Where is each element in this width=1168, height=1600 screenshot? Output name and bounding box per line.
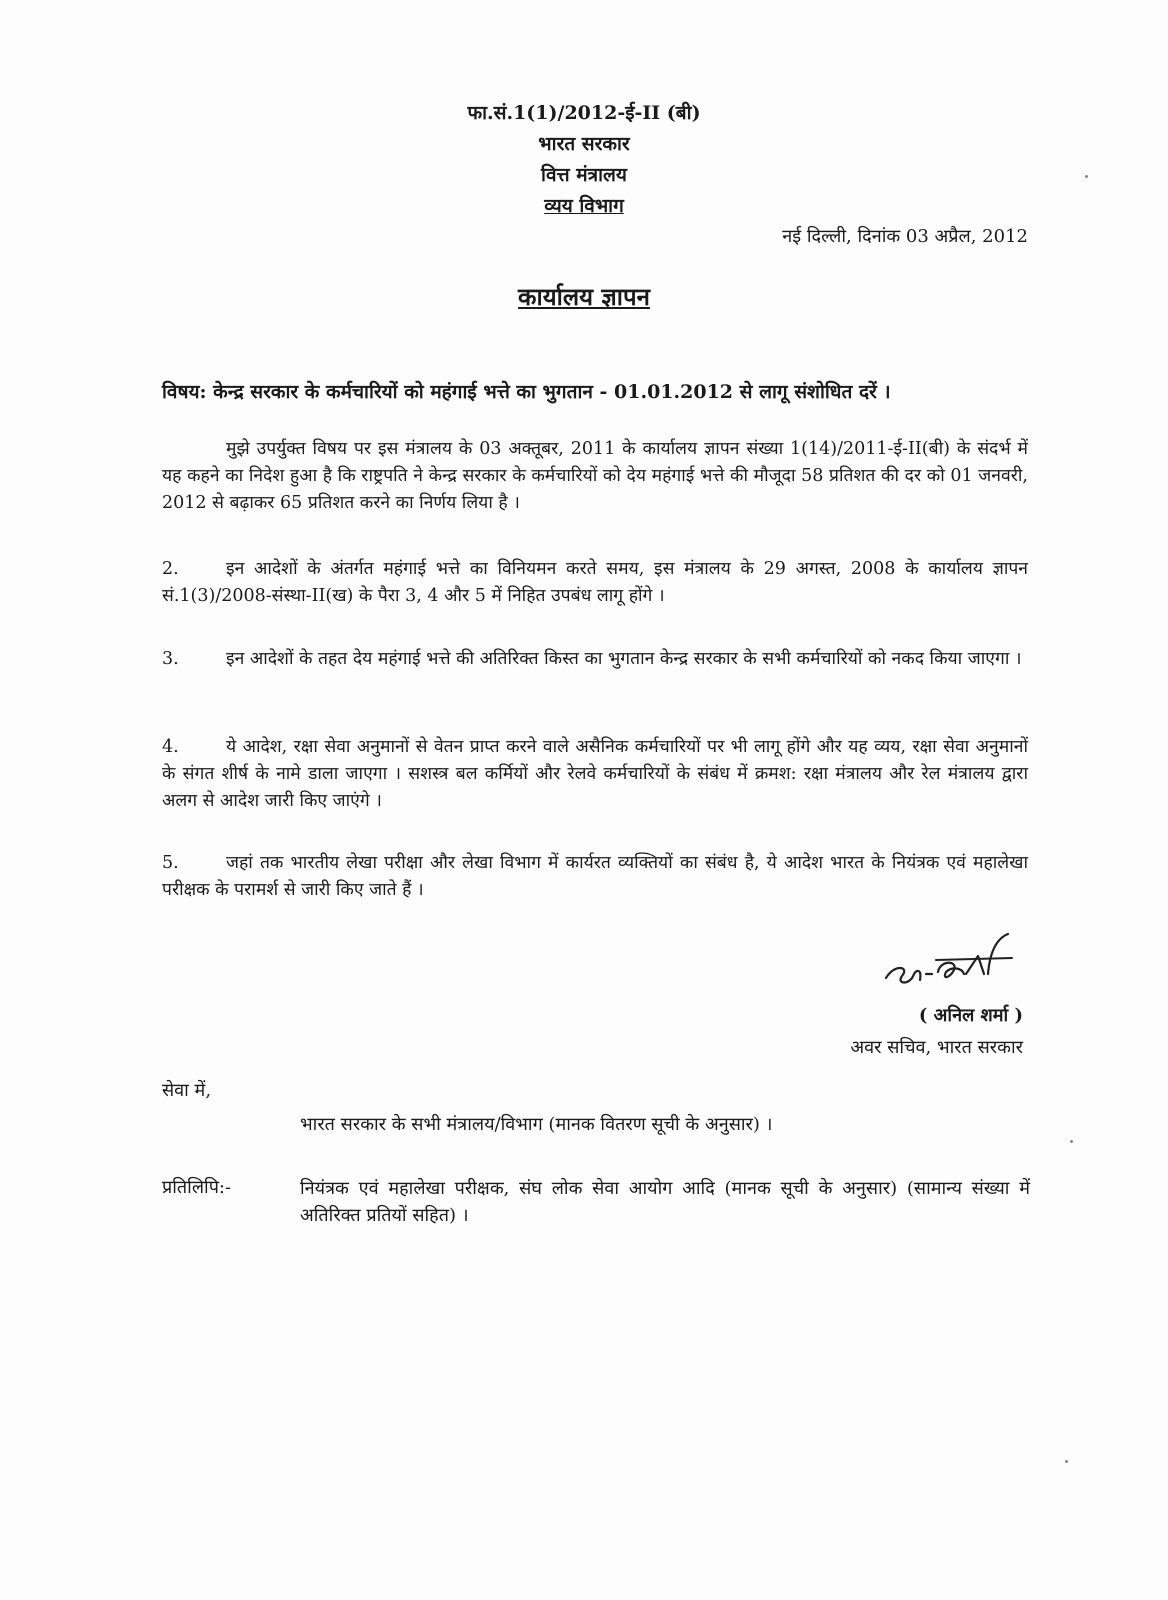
- place-date: नई दिल्ली, दिनांक 03 अप्रैल, 2012: [782, 226, 1028, 247]
- scan-speck: [1065, 1460, 1068, 1463]
- paragraph-number: 4.: [162, 737, 179, 757]
- paragraph-number: 3.: [162, 649, 179, 669]
- paragraph-number: 5.: [162, 853, 179, 873]
- paragraph-1: [162, 436, 1028, 517]
- paragraph-4: [162, 734, 1028, 815]
- scan-speck: [1070, 1140, 1073, 1143]
- memo-title: कार्यालय ज्ञापन: [518, 282, 650, 311]
- addressee-label: सेवा में,: [162, 1080, 212, 1101]
- letterhead: [0, 98, 1168, 222]
- department-name: व्यय विभाग: [544, 195, 624, 217]
- file-number: फा.सं.1(1)/2012-ई-II (बी): [467, 102, 701, 124]
- paragraph-2: [162, 556, 1028, 610]
- paragraph-text: जहां तक भारतीय लेखा परीक्षा और लेखा विभाग में कार्यरत व्यक्तियों का संबंध है, ये आदेश भारत के नियंत्रक एवं महालेखा परीक्षक के परामर्श से जारी किए जाते हैं ।: [162, 853, 1028, 900]
- paragraph-text: मुझे उपर्युक्त विषय पर इस मंत्रालय के 03 अक्तूबर, 2011 के कार्यालय ज्ञापन संख्या 1(14)/2011-ई-II(बी) के संदर्भ में यह कहने का निदेश हुआ है कि राष्ट्रपति ने केन्द्र सरकार के कर्मचारियों को देय महंगाई भत्ते की मौजूदा 58 प्रतिशत की दर को 01 जनवरी, 2012 से बढ़ाकर 65 प्रतिशत करने का निर्णय लिया है ।: [162, 439, 1028, 513]
- paragraph-5: [162, 850, 1028, 904]
- ministry-name: वित्त मंत्रालय: [541, 164, 627, 186]
- paragraph-3: [162, 646, 1028, 673]
- copy-to-label: प्रतिलिपि:-: [162, 1177, 232, 1198]
- paragraph-number: 2.: [162, 559, 179, 579]
- signatory-designation: अवर सचिव, भारत सरकार: [850, 1037, 1023, 1058]
- copy-to-text: नियंत्रक एवं महालेखा परीक्षक, संघ लोक सेवा आयोग आदि (मानक सूची के अनुसार) (सामान्य संख्या में अतिरिक्त प्रतियों सहित) ।: [300, 1178, 1030, 1226]
- signatory-name: ( अनिल शर्मा ): [918, 1005, 1023, 1026]
- paragraph-text: इन आदेशों के अंतर्गत महंगाई भत्ते का विनियमन करते समय, इस मंत्रालय के 29 अगस्त, 2008 के कार्यालय ज्ञापन सं.1(3)/2008-संस्था-II(ख) के पैरा 3, 4 और 5 में निहित उपबंध लागू होंगे ।: [162, 559, 1028, 606]
- handwritten-signature: [880, 930, 1030, 1000]
- paragraph-text: ये आदेश, रक्षा सेवा अनुमानों से वेतन प्राप्त करने वाले असैनिक कर्मचारियों पर भी लागू होंगे और यह व्यय, रक्षा सेवा अनुमानों के संगत शीर्ष के नामे डाला जाएगा । सशस्त्र बल कर्मियों और रेलवे कर्मचारियों के संबंध में क्रमश: रक्षा मंत्रालय और रेल मंत्रालय द्वारा अलग से आदेश जारी किए जाएंगे ।: [162, 737, 1028, 811]
- scan-speck: [1085, 175, 1088, 178]
- addressee-text: भारत सरकार के सभी मंत्रालय/विभाग (मानक वितरण सूची के अनुसार) ।: [300, 1114, 773, 1135]
- subject-line: विषय: केन्द्र सरकार के कर्मचारियों को महंगाई भत्ते का भुगतान - 01.01.2012 से लागू संशोधित दरें ।: [162, 381, 891, 403]
- paragraph-text: इन आदेशों के तहत देय महंगाई भत्ते की अतिरिक्त किस्त का भुगतान केन्द्र सरकार के सभी कर्मचारियों को नकद किया जाएगा ।: [226, 649, 1022, 669]
- government-name: भारत सरकार: [538, 133, 630, 155]
